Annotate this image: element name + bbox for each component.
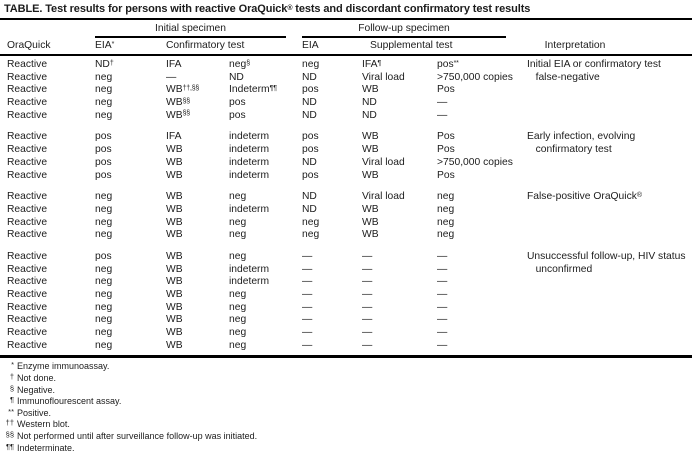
table-cell bbox=[527, 229, 692, 242]
table-cell bbox=[527, 276, 692, 289]
table-cell: WB bbox=[166, 144, 183, 156]
table-cell: neg bbox=[437, 191, 455, 203]
span-header-followup-specimen: Follow-up specimen bbox=[302, 23, 506, 38]
table-cell: Reactive bbox=[7, 327, 48, 339]
table-cell: neg bbox=[229, 301, 247, 313]
table-cell: pos bbox=[95, 131, 112, 143]
table-cell: Reactive bbox=[7, 84, 48, 96]
table-cell: WB bbox=[362, 203, 379, 215]
table-row bbox=[0, 84, 692, 97]
table-cell: WB bbox=[166, 169, 183, 181]
table-cell: WB bbox=[362, 144, 379, 156]
table-cell: neg bbox=[95, 314, 113, 326]
table-cell: pos bbox=[302, 131, 319, 143]
table-cell: neg bbox=[95, 301, 113, 313]
table-cell: — bbox=[437, 263, 448, 275]
table-cell: WB bbox=[362, 229, 379, 241]
table-cell: Early infection, evolving bbox=[527, 131, 636, 143]
table-cell: Reactive bbox=[7, 131, 48, 143]
footnotes bbox=[0, 361, 692, 452]
table-cell: Reactive bbox=[7, 71, 48, 83]
footnote bbox=[2, 419, 692, 431]
table-cell: False-positive OraQuick® bbox=[527, 191, 642, 203]
table-cell bbox=[527, 84, 692, 97]
footnote-marker: ¶¶ bbox=[5, 441, 14, 451]
table-row bbox=[0, 289, 692, 302]
footnote bbox=[2, 385, 692, 397]
table-cell: — bbox=[362, 301, 373, 313]
table-cell: — bbox=[362, 339, 373, 351]
table-cell: WB§§ bbox=[166, 109, 190, 121]
table-cell: WB bbox=[166, 203, 183, 215]
table-row-group bbox=[0, 191, 692, 242]
table-cell: ND bbox=[362, 97, 377, 109]
footnote-marker: †† bbox=[5, 418, 14, 428]
table-cell: indeterm bbox=[229, 276, 270, 288]
table-cell: neg bbox=[229, 327, 247, 339]
table-cell: neg bbox=[95, 71, 113, 83]
table-cell: indeterm bbox=[229, 203, 270, 215]
table-cell: WB††,§§ bbox=[166, 84, 200, 96]
table-cell: Pos bbox=[437, 169, 455, 181]
table-cell: indeterm bbox=[229, 144, 270, 156]
table-cell: Initial EIA or confirmatory test bbox=[527, 59, 661, 70]
table-cell: neg bbox=[229, 191, 247, 203]
table-span-header-row bbox=[0, 23, 692, 38]
table-cell: neg bbox=[95, 276, 113, 288]
column-header-interpretation: Interpretation bbox=[544, 40, 606, 51]
table-cell: Reactive bbox=[7, 314, 48, 326]
table-cell: Pos bbox=[437, 84, 455, 96]
table-cell: pos bbox=[95, 250, 112, 262]
table-cell: ND bbox=[302, 191, 317, 203]
table-cell: — bbox=[166, 71, 177, 83]
table-cell: neg bbox=[229, 216, 247, 228]
table-cell: WB bbox=[166, 327, 183, 339]
table-row bbox=[0, 229, 692, 242]
table-cell: neg bbox=[229, 314, 247, 326]
table-cell: Pos bbox=[437, 131, 455, 143]
table-cell bbox=[527, 327, 692, 340]
footnote bbox=[2, 396, 692, 408]
table-cell: WB bbox=[166, 156, 183, 168]
footnote-text: Enzyme immunoassay. bbox=[17, 361, 110, 372]
bottom-rule bbox=[0, 355, 692, 358]
table-cell: — bbox=[302, 263, 313, 275]
table-row bbox=[0, 217, 692, 230]
table-cell: Indeterm¶¶ bbox=[229, 84, 277, 96]
table-cell: confirmatory test bbox=[527, 144, 612, 156]
footnote-text: Not performed until after surveillance follow-up was initiated. bbox=[17, 431, 258, 441]
table-cell: Reactive bbox=[7, 191, 48, 203]
table-cell: Reactive bbox=[7, 97, 48, 109]
table-cell bbox=[527, 110, 692, 123]
table-cell: ND bbox=[302, 71, 317, 83]
table-cell: >750,000 copies bbox=[437, 156, 513, 168]
table-cell: ND bbox=[302, 156, 317, 168]
table-cell: WB bbox=[166, 191, 183, 203]
table-row bbox=[0, 314, 692, 327]
table-cell: WB bbox=[362, 169, 379, 181]
table-cell: neg bbox=[95, 97, 113, 109]
table-row bbox=[0, 72, 692, 85]
table-cell bbox=[527, 302, 692, 315]
table-cell: neg bbox=[95, 216, 113, 228]
table-row bbox=[0, 276, 692, 289]
table-cell: neg bbox=[95, 191, 113, 203]
table-cell: IFA¶ bbox=[362, 59, 382, 70]
table-cell: — bbox=[437, 250, 448, 262]
footnote-text: Indeterminate. bbox=[17, 442, 75, 452]
table-cell: ND bbox=[302, 203, 317, 215]
table-cell: neg bbox=[302, 216, 320, 228]
footnote bbox=[2, 408, 692, 420]
table-column-header-row bbox=[0, 40, 692, 54]
footnote-text: Western blot. bbox=[17, 419, 70, 430]
table-row bbox=[0, 59, 692, 72]
table-cell bbox=[527, 217, 692, 230]
footnote bbox=[2, 361, 692, 373]
footnote-marker: ** bbox=[8, 406, 14, 416]
table-cell: — bbox=[362, 263, 373, 275]
table-cell: WB bbox=[166, 314, 183, 326]
table-cell: Viral load bbox=[362, 71, 405, 83]
table-cell: neg bbox=[95, 229, 113, 241]
table-cell: — bbox=[437, 289, 448, 300]
table-cell: pos bbox=[95, 169, 112, 181]
table-cell: pos bbox=[95, 144, 112, 156]
table-cell: IFA bbox=[166, 59, 182, 70]
table-cell: — bbox=[302, 289, 313, 300]
table-cell: Reactive bbox=[7, 289, 48, 300]
table-cell bbox=[527, 340, 692, 353]
table-cell: — bbox=[437, 339, 448, 351]
table-cell: — bbox=[362, 327, 373, 339]
column-header-supplemental-test: Supplemental test bbox=[370, 40, 453, 51]
table-row bbox=[0, 170, 692, 183]
table-cell: false-negative bbox=[527, 71, 600, 83]
column-header-eia-followup: EIA bbox=[302, 40, 319, 51]
table-cell: Reactive bbox=[7, 276, 48, 288]
table-cell: Unsuccessful follow-up, HIV status bbox=[527, 250, 686, 262]
table-cell: neg bbox=[302, 59, 320, 70]
footnote bbox=[2, 443, 692, 452]
table-row-group bbox=[0, 59, 692, 122]
table-cell: Reactive bbox=[7, 301, 48, 313]
table-title: TABLE. Test results for persons with reactive OraQuick® tests and discordant confirmatory test results bbox=[4, 3, 531, 15]
table-cell: WB bbox=[362, 216, 379, 228]
table-cell: neg bbox=[95, 84, 113, 96]
table-cell: neg bbox=[229, 250, 247, 262]
table-cell: — bbox=[437, 314, 448, 326]
table-cell: indeterm bbox=[229, 131, 270, 143]
table-cell: neg§ bbox=[229, 59, 250, 70]
table-row bbox=[0, 204, 692, 217]
table-cell: Reactive bbox=[7, 250, 48, 262]
table-row bbox=[0, 144, 692, 157]
table-cell: neg bbox=[437, 229, 455, 241]
table-cell: WB bbox=[362, 131, 379, 143]
column-header-confirmatory-test: Confirmatory test bbox=[166, 40, 245, 51]
table-cell: pos** bbox=[437, 59, 459, 70]
footnote-marker: §§ bbox=[5, 430, 14, 439]
table-cell: Reactive bbox=[7, 109, 48, 121]
table-cell: Reactive bbox=[7, 263, 48, 275]
table-cell: WB bbox=[166, 339, 183, 351]
table-cell: WB bbox=[166, 276, 183, 288]
table-cell: neg bbox=[95, 327, 113, 339]
table-cell: — bbox=[437, 97, 448, 109]
table-cell bbox=[527, 170, 692, 183]
table-cell: indeterm bbox=[229, 263, 270, 275]
table-cell: ND bbox=[362, 109, 377, 121]
table-row bbox=[0, 157, 692, 170]
column-header-oraquick: OraQuick bbox=[7, 40, 51, 51]
table-cell: WB bbox=[166, 216, 183, 228]
header-rule bbox=[0, 54, 692, 56]
table-cell: — bbox=[437, 327, 448, 339]
table-row bbox=[0, 340, 692, 353]
table-cell: neg bbox=[95, 289, 113, 300]
table-cell: Viral load bbox=[362, 191, 405, 203]
table-cell: neg bbox=[95, 203, 113, 215]
footnote-text: Immunoflourescent assay. bbox=[17, 396, 122, 407]
table-row-group bbox=[0, 131, 692, 182]
table-cell: — bbox=[362, 250, 373, 262]
table-cell: Reactive bbox=[7, 216, 48, 228]
table-cell: — bbox=[362, 314, 373, 326]
table-cell: — bbox=[362, 289, 373, 300]
table-cell: Reactive bbox=[7, 339, 48, 351]
table-cell: WB bbox=[166, 289, 183, 300]
table-cell: unconfirmed bbox=[527, 263, 593, 275]
table-cell: — bbox=[302, 314, 313, 326]
table-cell: — bbox=[302, 301, 313, 313]
table-row bbox=[0, 327, 692, 340]
title-rule bbox=[0, 18, 692, 20]
table-cell: WB bbox=[166, 263, 183, 275]
table-cell: WB§§ bbox=[166, 97, 190, 109]
table-body bbox=[0, 59, 692, 352]
table-cell: Reactive bbox=[7, 156, 48, 168]
table-cell: pos bbox=[229, 109, 246, 121]
table-cell bbox=[527, 204, 692, 217]
table-cell: — bbox=[302, 327, 313, 339]
table-cell: ND bbox=[302, 109, 317, 121]
table-cell: pos bbox=[302, 169, 319, 181]
table-cell: Reactive bbox=[7, 169, 48, 181]
table-cell: — bbox=[302, 250, 313, 262]
table-cell: Reactive bbox=[7, 144, 48, 156]
table-cell bbox=[527, 157, 692, 170]
table-cell bbox=[527, 314, 692, 327]
table-row bbox=[0, 131, 692, 144]
footnote-marker: * bbox=[11, 360, 14, 370]
table-cell: WB bbox=[362, 84, 379, 96]
footnote bbox=[2, 431, 692, 443]
table-cell: ND bbox=[229, 71, 244, 83]
table-cell: neg bbox=[95, 339, 113, 351]
table-cell: neg bbox=[95, 263, 113, 275]
table-cell: IFA bbox=[166, 131, 182, 143]
table-cell bbox=[527, 97, 692, 110]
table-cell: Pos bbox=[437, 144, 455, 156]
table-row bbox=[0, 97, 692, 110]
table-cell: — bbox=[437, 109, 448, 121]
table-cell: neg bbox=[437, 203, 455, 215]
table-cell: pos bbox=[229, 97, 246, 109]
footnote-marker: ¶ bbox=[9, 395, 14, 405]
table-cell: pos bbox=[302, 144, 319, 156]
table-cell: indeterm bbox=[229, 169, 270, 181]
table-cell: Reactive bbox=[7, 229, 48, 241]
table-row bbox=[0, 251, 692, 264]
table-cell: Viral load bbox=[362, 156, 405, 168]
table-cell: — bbox=[437, 301, 448, 313]
table-row-group bbox=[0, 251, 692, 353]
table-cell: neg bbox=[229, 339, 247, 351]
table-cell: WB bbox=[166, 250, 183, 262]
table-cell: pos bbox=[95, 156, 112, 168]
footnote-marker: † bbox=[9, 372, 14, 382]
footnote-marker: § bbox=[9, 383, 14, 393]
table-cell: — bbox=[362, 276, 373, 288]
table-cell: >750,000 copies bbox=[437, 71, 513, 83]
table-cell: ND† bbox=[95, 59, 114, 70]
table-row bbox=[0, 302, 692, 315]
table-cell: WB bbox=[166, 301, 183, 313]
table-cell: pos bbox=[302, 84, 319, 96]
span-header-initial-specimen: Initial specimen bbox=[95, 23, 286, 38]
table-cell: ND bbox=[302, 97, 317, 109]
table-cell bbox=[527, 289, 692, 302]
table-cell: — bbox=[302, 339, 313, 351]
table-cell: WB bbox=[166, 229, 183, 241]
table-row bbox=[0, 264, 692, 277]
footnote-text: Not done. bbox=[17, 373, 57, 384]
table-cell: — bbox=[437, 276, 448, 288]
footnote-text: Negative. bbox=[17, 384, 56, 395]
table-cell: neg bbox=[437, 216, 455, 228]
footnote-text: Positive. bbox=[17, 407, 52, 418]
table-row bbox=[0, 191, 692, 204]
footnote bbox=[2, 373, 692, 385]
table-cell: Reactive bbox=[7, 203, 48, 215]
table-cell: neg bbox=[95, 109, 113, 121]
table-row bbox=[0, 110, 692, 123]
table-cell: neg bbox=[229, 229, 247, 241]
table-cell: — bbox=[302, 276, 313, 288]
table-cell: neg bbox=[302, 229, 320, 241]
table-cell: indeterm bbox=[229, 156, 270, 168]
column-header-eia-initial: EIA* bbox=[95, 40, 115, 51]
table-cell: neg bbox=[229, 289, 247, 300]
table-cell: Reactive bbox=[7, 59, 48, 70]
